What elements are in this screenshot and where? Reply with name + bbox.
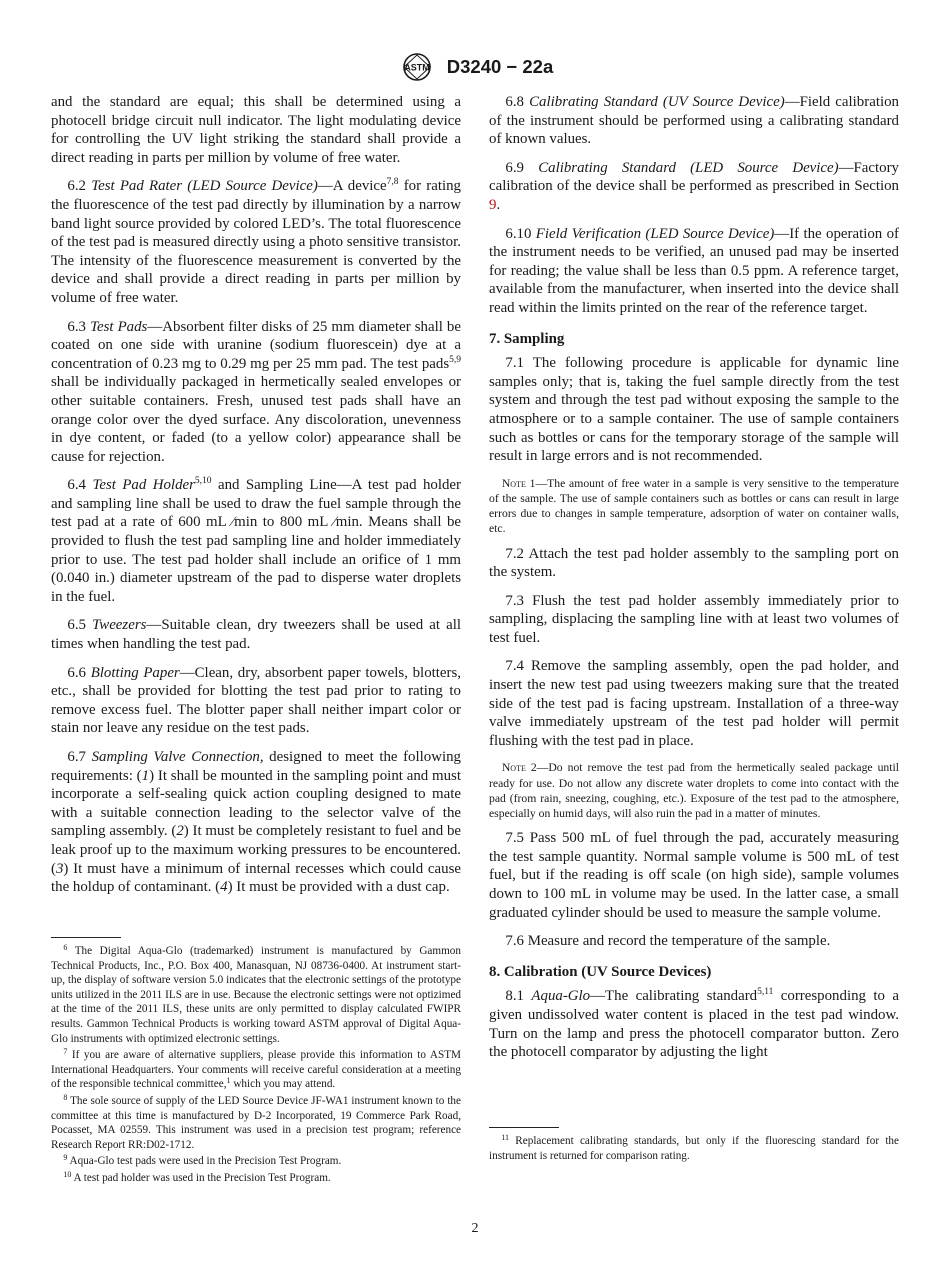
footnote-ref[interactable]: 5,9 — [449, 354, 461, 365]
section-text: ) It must be completely resistant to fuel and be leak proof up to the maximum working pressures to be encountered. ( — [51, 823, 461, 877]
section-text: —Field calibration of the instrument should be performed using a calibrating standard of known values. — [489, 94, 899, 148]
footnote-9 — [51, 1154, 461, 1169]
heading-calibration: 8. Calibration (UV Source Devices) — [489, 963, 712, 980]
section-text: ) It must be provided with a dust cap. — [227, 879, 450, 896]
section-text: ) It must have a minimum of internal recesses which could cause the holdup of contaminant. ( — [51, 860, 461, 896]
footnote-text: The Digital Aqua-Glo (trademarked) instrument is manufactured by Gammon Technical Products, Inc., P.O. Box 400, Manasquan, NJ 08736-0400. At instrument start-up, the display of software version 5.0 indicates that the electronic settings of the prototype units utilized in the 2011 ILS are in use. Because the electronic settings were not optizimed at the time of the 2011 ILS, these units are only permitted to display calculated FWIPR results. Gammon Technical Products is working toward ASTM approval of Digital Aqua-Glo instruments with optimized electronic settings. — [51, 945, 461, 1045]
footnote-text: Aqua-Glo test pads were used in the Precision Test Program. — [67, 1155, 342, 1168]
section-title: Calibrating Standard (UV Source Device) — [529, 94, 785, 110]
section-number: 6.8 — [505, 94, 524, 110]
list-number: 3 — [55, 860, 64, 877]
section-text: —Clean, dry, absorbent paper towels, blotters, etc., shall be provided for blotting the test pad prior to rating to remove excess fuel. The blotter paper shall neither impart color or stain nor leave any residue on the test pads. — [51, 664, 461, 737]
section-title: Field Verification (LED Source Device) — [535, 225, 775, 242]
section-text: —Absorbent filter disks of 25 mm diameter shall be coated on one side with uranine (sodium fluorescein) dye at a concentration of 0.23 mg to 0.29 mg per 25 mm pad. The test pads — [51, 318, 461, 372]
note-label: Note 2 — [501, 761, 537, 775]
section-text: —Suitable clean, dry tweezers shall be used at all times when handling the test pad. — [51, 617, 461, 653]
section-7-6: 7.6 Measure and record the temperature of the sample. — [505, 933, 831, 950]
section-6-6 — [51, 664, 461, 738]
section-number: 6.4 — [67, 477, 86, 494]
footnote-divider — [51, 937, 121, 938]
section-text: designed to meet the following requirements: ( — [51, 749, 461, 784]
section-6-9 — [489, 159, 899, 215]
footnote-text: If you are aware of alternative suppliers, please provide this information to ASTM International Headquarters. Your comments will receive careful consideration at a meeting of the responsible technical committee, — [51, 1049, 461, 1091]
document-designation: D3240 − 22a — [446, 56, 554, 77]
footnote-10 — [51, 1171, 461, 1186]
section-number: 6.3 — [67, 318, 86, 335]
section-text: shall be individually packaged in hermetically sealed envelopes or other suitable containers. Fresh, unused test pads shall have an orange color over the dyed surface. Any discoloration, unevenness in dye content, or faded (to a yellow color) appearance shall be cause for rejection. — [51, 374, 461, 465]
section-text: —The calibrating standard — [590, 988, 758, 1005]
note-1 — [489, 476, 899, 537]
section-title: Sampling Valve Connection, — [91, 749, 264, 765]
footnote-mark: 11 — [501, 1133, 510, 1142]
section-7-5: 7.5 Pass 500 mL of fuel through the pad, accurately measuring the test sample quantity. Normal sample volume is 500 mL of test fuel, but if the reading is off scale (on high side), sample volumes down to 100 mL in volume may be used. In the latter case, a small graduated cylinder should be used to measure the sample volume. — [489, 830, 899, 921]
footnote-ref[interactable]: 5,10 — [194, 476, 212, 487]
footnote-text: The sole source of supply of the LED Source Device JF-WA1 instrument known to the committee at this time is manufactured by D-2 Incorporated, 19 Commerce Park Road, Pocasset, MA 02559. This instrument was used in a precision test program; reference Research Report RR:D02-1712. — [51, 1094, 461, 1151]
section-6-5 — [51, 616, 461, 653]
section-text: . — [496, 196, 501, 213]
footnote-11 — [489, 1134, 899, 1163]
note-label: Note 1 — [501, 476, 536, 490]
section-7-3: 7.3 Flush the test pad holder assembly immediately prior to sampling, displacing the sampling line with at least two volumes of test fuel. — [489, 592, 899, 646]
section-text: ) It shall be mounted in the sampling point and must incorporate a self-sealing quick action coupling designed to mate with a suitable connection leading to the selector valve of the sampling assembly. ( — [51, 767, 461, 840]
section-title: Aqua-Glo — [531, 988, 591, 1005]
footnote-text: Replacement calibrating standards, but only if the fluorescing standard for the instrument is returned for comparison rating. — [489, 1135, 899, 1162]
section-number: 6.5 — [67, 617, 86, 634]
page-header — [0, 52, 950, 84]
section-8-1 — [489, 987, 899, 1061]
footnote-text: A test pad holder was used in the Precision Test Program. — [71, 1171, 331, 1184]
section-title: Test Pad Holder — [92, 477, 195, 494]
right-footnotes — [489, 1134, 899, 1165]
heading-sampling: 7. Sampling — [489, 330, 565, 347]
footnote-mark: 6 — [63, 943, 68, 952]
section-link[interactable]: 9 — [489, 196, 497, 213]
footnote-mark: 10 — [63, 1169, 72, 1179]
section-number: 8.1 — [505, 988, 524, 1005]
section-number: 6.10 — [505, 225, 532, 242]
section-text: and Sampling Line—A test pad holder and sampling line shall be used to draw the fuel sample through the test pad at a rate of 600 mL ⁄min to 800 mL ⁄min. Means shall be provided to flush the test pad sampling line and holder immediately prior to use. The test pad holder shall include an orifice of 1 mm (0.040 in.) diameter upstream of the pad to disperse water droplets in the fuel. — [51, 477, 462, 605]
note-text: —Do not remove the test pad from the hermetically sealed package until ready for use. Do not allow any discrete water droplets to come into contact with the pad (from rain, sneezing, coughing, etc.). Exposure of the test pad to the atmosphere, especially on humid days, will also ruin the pad in a matter of minutes. — [489, 761, 899, 821]
footnote-ref[interactable]: 7,8 — [386, 177, 399, 188]
footnote-7 — [51, 1048, 461, 1092]
section-6-4 — [51, 476, 461, 606]
note-2 — [489, 760, 899, 821]
footnote-ref[interactable]: 1 — [226, 1076, 231, 1086]
section-number: 6.6 — [67, 664, 86, 681]
list-number: 2 — [176, 823, 184, 840]
right-column — [489, 93, 899, 1072]
astm-logo-icon — [397, 52, 437, 82]
section-6-2 — [51, 177, 461, 307]
section-6-3 — [51, 318, 461, 467]
paragraph-continued: and the standard are equal; this shall be determined using a photocell bridge circuit null indicator. The light modulating device for controlling the UV light striking the standard shall provide a direct reading in parts per million by volume of free water. — [51, 94, 461, 166]
note-text: —The amount of free water in a sample is very sensitive to the temperature of the sample. The use of sample containers such as bottles or cans can result in large errors due to changes in sample temperature, adsorption of water on container walls, etc. — [489, 476, 899, 536]
section-7-1: 7.1 The following procedure is applicable for dynamic line samples only; that is, taking the fuel sample directly from the test system and through the test pad without exposing the sample to the atmosphere or to a sample container. The use of sample containers such as bottles or cans for the temporary storage of the sample will result in large errors and is not recommended. — [489, 355, 899, 465]
section-6-7 — [51, 748, 461, 897]
section-title: Test Pads — [90, 318, 148, 335]
section-text: —Factory calibration of the device shall be performed as prescribed in Section — [489, 159, 899, 195]
section-title: Tweezers — [92, 617, 147, 634]
section-7-2: 7.2 Attach the test pad holder assembly to the sampling port on the system. — [489, 545, 899, 581]
footnote-text: which you may attend. — [230, 1078, 336, 1091]
section-text: corresponding to a given undissolved water content is placed in the test pad window. Turn on the lamp and press the photocell comparator button. Zero the photocell comparator by adjusting the light — [489, 988, 899, 1061]
footnote-6 — [51, 944, 461, 1046]
section-7-4: 7.4 Remove the sampling assembly, open the pad holder, and insert the new test pad using tweezers making sure that the treated side of the test pad is facing upstream. Installation of a three-way valve immediately upstream of the test pad holder will permit flushing with the test pad in place. — [489, 658, 899, 749]
section-title: Calibrating Standard (LED Source Device) — [538, 159, 839, 176]
section-number: 6.2 — [67, 178, 86, 195]
footnote-mark: 9 — [63, 1153, 68, 1163]
page-number: 2 — [471, 1221, 479, 1236]
list-number: 4 — [220, 879, 228, 896]
section-6-8 — [489, 93, 899, 149]
section-number: 6.9 — [505, 159, 524, 176]
section-text: —If the operation of the instrument needs to be verified, an unused pad may be inserted for reading; the value shall be less than 0.5 ppm. A reference target, available from the manufacturer, when inserted into the device shall read within the limits printed on the rear of the reference target. — [489, 225, 899, 316]
list-number: 1 — [141, 767, 150, 784]
footnote-divider — [489, 1127, 559, 1128]
section-text: —A device — [317, 178, 387, 195]
astm-logo-text: ASTM — [404, 62, 430, 73]
footnote-8 — [51, 1094, 461, 1152]
left-footnotes — [51, 944, 461, 1188]
footnote-ref[interactable]: 5,11 — [757, 987, 774, 998]
footnote-mark: 7 — [63, 1047, 68, 1057]
footnote-mark: 8 — [63, 1092, 68, 1102]
section-6-10 — [489, 225, 899, 318]
left-column — [51, 93, 461, 907]
section-title: Test Pad Rater (LED Source Device) — [91, 178, 318, 195]
section-number: 6.7 — [67, 749, 86, 765]
section-text: for rating the fluorescence of the test pad directly by illumination by a narrow band light source provided by colored LED’s. The total fluorescence of the test pad is measured directly using a photo sensitive transistor. The intensity of the fluorescence measurement is converted by the device and shall provide a direct reading in parts per million by volume of free water. — [51, 178, 461, 306]
section-title: Blotting Paper — [90, 664, 180, 681]
